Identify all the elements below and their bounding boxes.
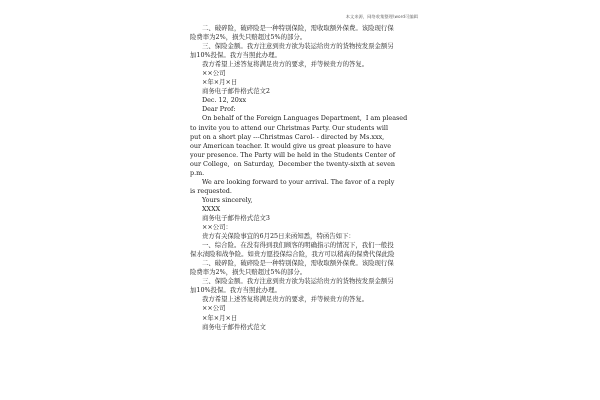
sample-3-letter-date: ×年×月×日 <box>202 313 238 322</box>
sample-3-clause-1-line-1: 一、综合险。在没有得到我们顾客的明确指示的情况下，我们一般投 <box>202 241 394 250</box>
header-note: 本文来源，网络收集整理\word可编辑 <box>345 14 418 19</box>
sample-2-greeting: Dear Prof: <box>202 105 236 114</box>
sample-2-body-line: your presence. The Party will be held in the Students Center of <box>190 150 396 159</box>
next-sample-title: 商务电子邮件格式范文 <box>202 322 266 331</box>
company-name: ××公司 <box>202 69 226 78</box>
sample-2-body-line: p.m. <box>190 168 205 177</box>
sample-2-title: 商务电子邮件格式范文2 <box>202 87 270 96</box>
sample-3-clause-2-line-2: 险费率为2%，损失只赔超过5%的部分。 <box>190 268 307 277</box>
clause-3-line-1: 三、保险金额。我方注意到贵方欲为装运给贵方的货物按发票金额另 <box>202 42 394 51</box>
clause-2-line-1: 二、破碎险，破碎险是一种特别保险，需收取额外保费。该险现行保 <box>202 24 394 32</box>
hope-line: 我方希望上述答复将满足贵方的要求，并等候贵方的答复。 <box>202 60 369 69</box>
sample-3-intro: 贵方有关保险事宜的6月25日来函知悉，特函告如下： <box>202 232 355 241</box>
sample-2-body-line: our College, on Saturday, December the twenty-sixth at seven <box>190 159 395 168</box>
clause-2-line-2: 险费率为2%，损失只赔超过5%的部分。 <box>190 33 307 42</box>
sample-2-body-line: put on a short play ---Christmas Carol- - directed by Ms.xxx, <box>190 132 385 141</box>
sample-2-signature: XXXX <box>202 204 221 213</box>
sample-2-body-line: to invite you to attend our Christmas Party. Our students will <box>190 123 388 132</box>
sample-3-company-name: ××公司 <box>202 304 226 313</box>
sample-3-hope-line: 我方希望上述答复将满足贵方的要求，并等候贵方的答复。 <box>202 295 369 304</box>
sample-2-closing-line: is requested. <box>190 186 232 195</box>
sample-3-clause-3-line-2: 加10%投保。我方当照此办理。 <box>190 286 281 295</box>
sample-3-clause-3-line-1: 三、保险金额。我方注意到贵方欲为装运给贵方的货物按发票金额另 <box>202 277 394 286</box>
document-body <box>190 24 412 332</box>
sample-2-signoff: Yours sincerely, <box>202 195 253 204</box>
sample-2-body-line: On behalf of the Foreign Languages Department, I am pleased <box>202 114 408 123</box>
sample-2-body-line: our American teacher. It would give us great pleasure to have <box>190 141 391 150</box>
letter-date: ×年×月×日 <box>202 78 238 87</box>
sample-3-clause-1-line-2: 保水渍险和战争险。如贵方愿投保综合险，我方可以稍高的保费代保此险 <box>190 250 395 259</box>
sample-2-date: Dec. 12, 20xx <box>202 96 247 105</box>
sample-3-title: 商务电子邮件格式范文3 <box>202 213 270 222</box>
sample-2-closing-line: We are looking forward to your arrival. The favor of a reply <box>202 177 395 186</box>
sample-3-clause-2-line-1: 二、破碎险，破碎险是一种特别保险，需收取额外保费。该险现行保 <box>202 259 394 268</box>
sample-3-recipient: ××公司： <box>202 223 232 232</box>
clause-3-line-2: 加10%投保。我方当照此办理。 <box>190 51 281 60</box>
